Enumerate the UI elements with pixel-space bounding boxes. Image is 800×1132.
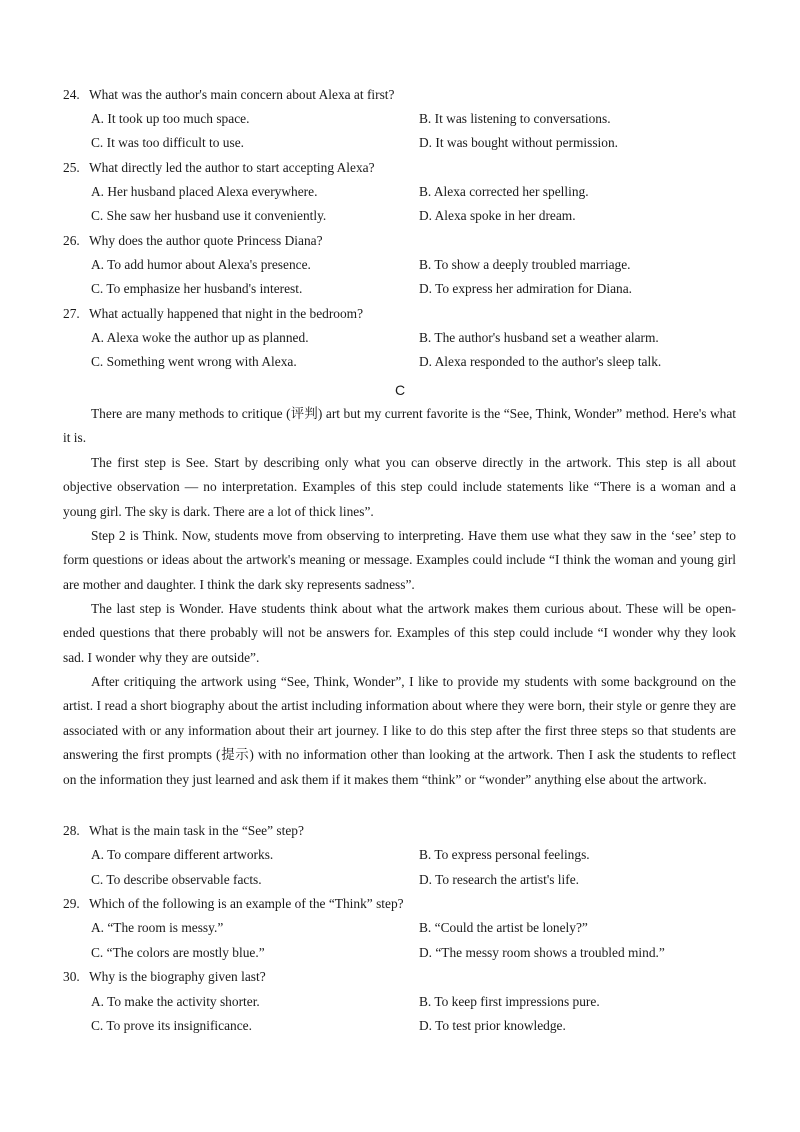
question-number: 28.: [63, 823, 80, 838]
question-number: 26.: [63, 233, 80, 248]
option-c: C. She saw her husband use it conveniently.: [91, 208, 327, 223]
option-a: A. To make the activity shorter.: [91, 994, 260, 1009]
question-28: [63, 823, 304, 839]
passage-paragraph-1: There are many methods to critique (评判) art but my current favorite is the “See, Think, Wonder” method. Here's what it is.: [63, 406, 736, 446]
option-b: B. To keep first impressions pure.: [419, 994, 600, 1009]
question-stem: Why does the author quote Princess Diana?: [89, 233, 323, 248]
question-stem: Why is the biography given last?: [89, 969, 266, 984]
option-b: B. The author's husband set a weather alarm.: [419, 330, 659, 345]
option-c: C. It was too difficult to use.: [91, 135, 244, 150]
option-a: A. To compare different artworks.: [91, 847, 274, 862]
question-30: [63, 969, 266, 985]
option-b: B. To show a deeply troubled marriage.: [419, 257, 631, 272]
question-26: [63, 233, 323, 249]
option-a: A. It took up too much space.: [91, 111, 250, 126]
question-number: 25.: [63, 160, 80, 175]
option-d: D. To research the artist's life.: [419, 872, 580, 887]
question-24: [63, 87, 394, 103]
option-a: A. Alexa woke the author up as planned.: [91, 330, 309, 345]
option-b: B. Alexa corrected her spelling.: [419, 184, 589, 199]
option-d: D. Alexa spoke in her dream.: [419, 208, 576, 223]
option-d: D. It was bought without permission.: [419, 135, 618, 150]
question-number: 29.: [63, 896, 80, 911]
question-27: [63, 306, 363, 322]
question-number: 27.: [63, 306, 80, 321]
option-c: C. Something went wrong with Alexa.: [91, 354, 297, 369]
question-stem: What directly led the author to start accepting Alexa?: [89, 160, 375, 175]
question-stem: Which of the following is an example of the “Think” step?: [89, 896, 404, 911]
option-c: C. To prove its insignificance.: [91, 1018, 252, 1033]
option-b: B. “Could the artist be lonely?”: [419, 920, 588, 935]
option-c: C. To emphasize her husband's interest.: [91, 281, 303, 296]
question-stem: What was the author's main concern about Alexa at first?: [89, 87, 395, 102]
option-a: A. To add humor about Alexa's presence.: [91, 257, 311, 272]
option-c: C. To describe observable facts.: [91, 872, 262, 887]
passage-paragraph-5: After critiquing the artwork using “See, Think, Wonder”, I like to provide my students with some background on the artist. I read a short biography about the artist including information about where they were born, their style or genre they are associated with or any information about their art journey. I like to do this step after the first three steps so that students are answering the first prompts (提示) with no information other than looking at the artwork. Then I ask the students to reflect on the information they just learned and ask them if it makes them “think” or “wonder” anything else about the artwork.: [63, 674, 736, 787]
question-stem: What actually happened that night in the bedroom?: [89, 306, 364, 321]
question-stem: What is the main task in the “See” step?: [89, 823, 304, 838]
option-d: D. “The messy room shows a troubled mind.”: [419, 945, 665, 960]
question-29: [63, 896, 404, 912]
option-a: A. “The room is messy.”: [91, 920, 224, 935]
passage-paragraph-4: The last step is Wonder. Have students think about what the artwork makes them curious about. These will be open-ended questions that there probably will not be answers for. Examples of this step could include “I wonder why they look sad. I wonder why they are outside”.: [63, 601, 736, 665]
passage-paragraph-3: Step 2 is Think. Now, students move from observing to interpreting. Have them use what they saw in the ‘see’ step to form questions or ideas about the artwork's meaning or message. Examples could include “I think the woman and young girl are mother and daughter. I think the dark sky represents sadness”.: [63, 528, 736, 592]
passage-paragraph-2: The first step is See. Start by describing only what you can observe directly in the artwork. This step is all about objective observation — no interpretation. Examples of this step could include statements like “There is a woman and a young girl. The sky is dark. There are a lot of thick lines”.: [63, 455, 736, 519]
option-d: D. To express her admiration for Diana.: [419, 281, 633, 296]
question-25: [63, 160, 375, 176]
option-c: C. “The colors are mostly blue.”: [91, 945, 265, 960]
option-b: B. To express personal feelings.: [419, 847, 590, 862]
question-number: 24.: [63, 87, 80, 102]
section-heading: C: [394, 382, 406, 398]
option-d: D. Alexa responded to the author's sleep talk.: [419, 354, 662, 369]
question-number: 30.: [63, 969, 80, 984]
option-b: B. It was listening to conversations.: [419, 111, 611, 126]
option-a: A. Her husband placed Alexa everywhere.: [91, 184, 318, 199]
option-d: D. To test prior knowledge.: [419, 1018, 566, 1033]
